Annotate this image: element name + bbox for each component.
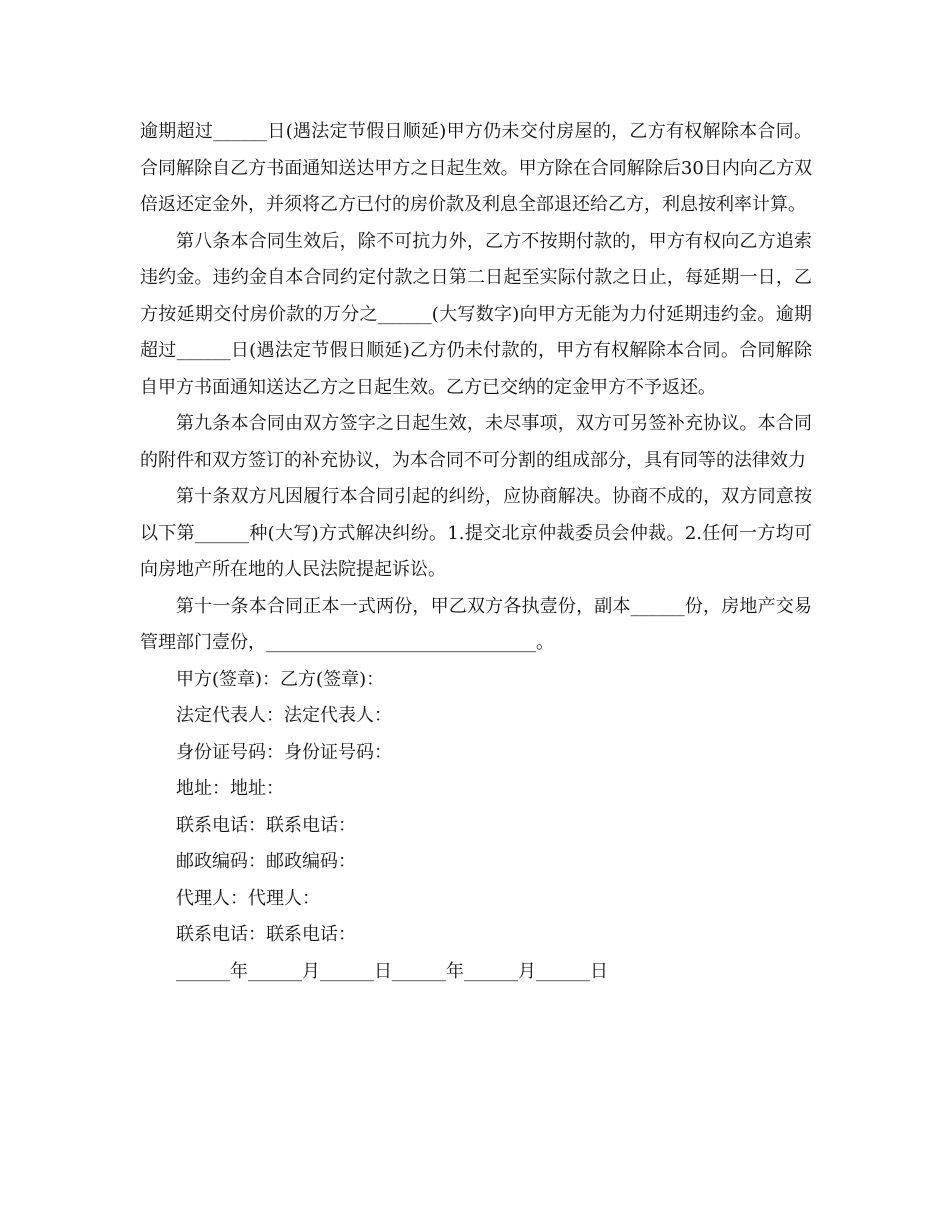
document-page — [140, 114, 812, 990]
signature-line-postcode: 邮政编码：邮政编码： — [176, 851, 356, 872]
signature-line-id-number: 身份证号码：身份证号码： — [176, 741, 392, 763]
signature-line-phone: 联系电话：联系电话： — [176, 814, 356, 836]
signature-line-legal-rep: 法定代表人：法定代表人： — [176, 705, 392, 726]
paragraph-article-11: 第十一条本合同正本一式两份，甲乙双方各执壹份，副本______份，房地产交易管理部门壹份，______________________________。 — [140, 595, 812, 653]
paragraph-overdue-delivery: 逾期超过______日(遇法定节假日顺延)甲方仍未交付房屋的，乙方有权解除本合同。合同解除自乙方书面通知送达甲方之日起生效。甲方除在合同解除后30日内向乙方双倍返还定金外，并须将乙方已付的房价款及利息全部退还给乙方，利息按利率计算。 — [140, 121, 812, 215]
signature-line-seal: 甲方(签章)：乙方(签章)： — [176, 668, 385, 690]
paragraph-article-10: 第十条双方凡因履行本合同引起的纠纷，应协商解决。协商不成的，双方同意按以下第______种(大写)方式解决纠纷。1.提交北京仲裁委员会仲裁。2.任何一方均可向房地产所在地的人民法院提起诉讼。 — [140, 486, 812, 580]
signature-block — [140, 662, 812, 991]
signature-line-agent: 代理人：代理人： — [176, 887, 320, 909]
signature-line-date: ______年______月______日______年______月______日 — [176, 960, 608, 982]
paragraph-article-8: 第八条本合同生效后，除不可抗力外，乙方不按期付款的，甲方有权向乙方追索违约金。违约金自本合同约定付款之日第二日起至实际付款之日止，每延期一日，乙方按延期交付房价款的万分之______(大写数字)向甲方无能为力付延期违约金。逾期超过______日(遇法定节假日顺延)乙方仍未付款的，甲方有权解除本合同。合同解除自甲方书面通知送达乙方之日起生效。乙方已交纳的定金甲方不予返还。 — [140, 230, 812, 398]
signature-line-agent-phone: 联系电话：联系电话： — [176, 924, 356, 945]
paragraph-article-9: 第九条本合同由双方签字之日起生效，未尽事项，双方可另签补充协议。本合同的附件和双方签订的补充协议，为本合同不可分割的组成部分，具有同等的法律效力 — [140, 413, 812, 471]
signature-line-address: 地址：地址： — [176, 778, 284, 799]
